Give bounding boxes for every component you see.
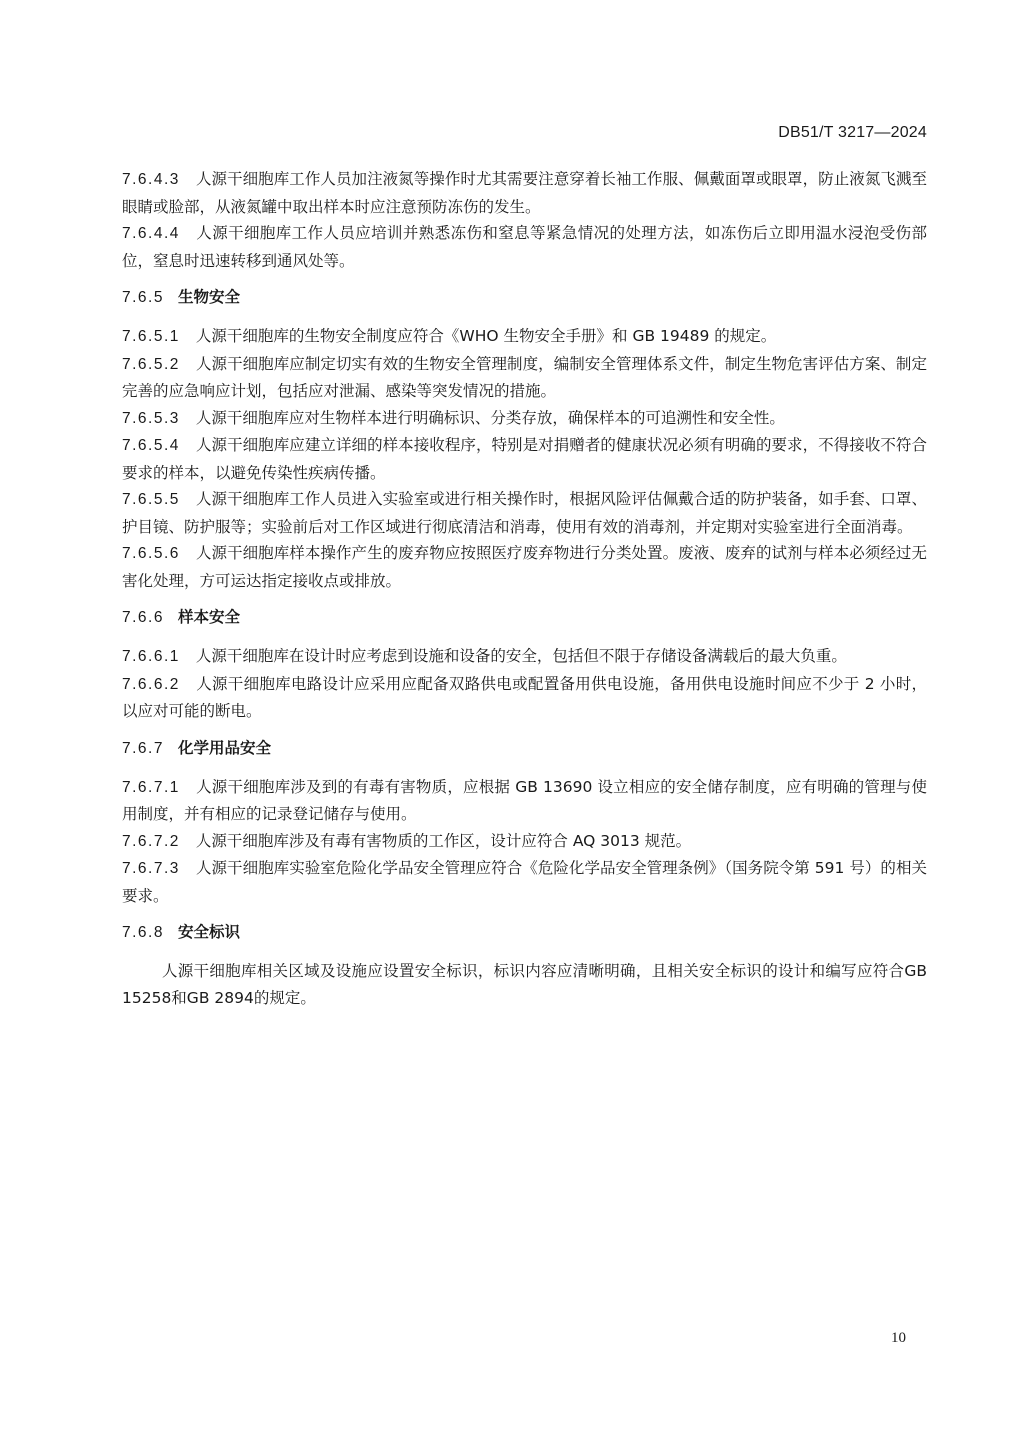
clause-7-6-5-3 xyxy=(122,405,927,433)
clause-7-6-5-1 xyxy=(122,323,927,351)
section-title: 化学用品安全 xyxy=(177,738,271,757)
page-content xyxy=(122,166,927,1011)
clause-text: 人源干细胞库工作人员进入实验室或进行相关操作时，根据风险评估佩戴合适的防护装备，如手套、口罩、护目镜、防护服等；实验前后对工作区域进行彻底清洁和消毒，使用有效的消毒剂，并定期对实验室进行全面消毒。 xyxy=(122,490,927,536)
clause-text: 人源干细胞库在设计时应考虑到设施和设备的安全，包括但不限于存储设备满载后的最大负重。 xyxy=(195,647,847,665)
section-number: 7.6.6 xyxy=(122,609,164,626)
clause-7-6-6-2 xyxy=(122,671,927,725)
clause-7-6-7-2 xyxy=(122,828,927,856)
clause-text: 人源干细胞库的生物安全制度应符合《WHO 生物安全手册》和 GB 19489 的规定。 xyxy=(195,327,777,345)
page-number: 10 xyxy=(891,1330,906,1346)
section-number: 7.6.7 xyxy=(122,739,164,757)
section-title: 生物安全 xyxy=(177,288,240,306)
clause-7-6-4-4 xyxy=(122,220,927,274)
section-number: 7.6.8 xyxy=(122,924,164,941)
clause-text: 人源干细胞库应建立详细的样本接收程序，特别是对捐赠者的健康状况必须有明确的要求，不得接收不符合要求的样本，以避免传染性疾病传播。 xyxy=(122,436,927,482)
clause-7-6-5-2 xyxy=(122,351,927,405)
clause-text: 人源干细胞库样本操作产生的废弃物应按照医疗废弃物进行分类处置。废液、废弃的试剂与样本必须经过无害化处理，方可运达指定接收点或排放。 xyxy=(122,544,927,590)
clause-7-6-6-1 xyxy=(122,643,927,671)
section-number: 7.6.5 xyxy=(122,289,164,306)
clause-number: 7.6.5.6 xyxy=(122,545,180,562)
clause-text: 人源干细胞库应制定切实有效的生物安全管理制度，编制安全管理体系文件，制定生物危害评估方案、制定完善的应急响应计划，包括应对泄漏、感染等突发情况的措施。 xyxy=(122,354,927,400)
clause-7-6-5-4 xyxy=(122,432,927,486)
clause-text: 人源干细胞库实验室危险化学品安全管理应符合《危险化学品安全管理条例》（国务院令第 591 号）的相关要求。 xyxy=(122,859,927,905)
section-heading-7-6-7 xyxy=(122,735,927,762)
clause-number: 7.6.4.4 xyxy=(122,225,180,242)
section-body-7-6-8: 人源干细胞库相关区域及设施应设置安全标识，标识内容应清晰明确，且相关安全标识的设计和编写应符合GB 15258和GB 2894的规定。 xyxy=(122,962,927,1007)
section-title: 样本安全 xyxy=(177,608,240,626)
clause-number: 7.6.6.1 xyxy=(122,648,180,665)
clause-number: 7.6.5.4 xyxy=(122,437,180,454)
clause-7-6-4-3 xyxy=(122,166,927,220)
clause-text: 人源干细胞库应对生物样本进行明确标识、分类存放，确保样本的可追溯性和安全性。 xyxy=(195,408,785,427)
clause-7-6-5-6 xyxy=(122,540,927,594)
clause-number: 7.6.5.5 xyxy=(122,491,180,508)
clause-number: 7.6.5.3 xyxy=(122,409,180,427)
clause-number: 7.6.7.3 xyxy=(122,860,180,877)
clause-text: 人源干细胞库涉及到的有毒有害物质，应根据 GB 13690 设立相应的安全储存制度，应有明确的管理与使用制度，并有相应的记录登记储存与使用。 xyxy=(122,777,927,823)
clause-text: 人源干细胞库工作人员应培训并熟悉冻伤和窒息等紧急情况的处理方法，如冻伤后立即用温水浸泡受伤部位，窒息时迅速转移到通风处等。 xyxy=(122,224,927,270)
clause-number: 7.6.4.3 xyxy=(122,171,180,188)
section-heading-7-6-6 xyxy=(122,604,927,631)
clause-number: 7.6.6.2 xyxy=(122,675,180,693)
clause-number: 7.6.5.1 xyxy=(122,328,180,345)
section-heading-7-6-5 xyxy=(122,284,927,311)
clause-7-6-7-1 xyxy=(122,774,927,828)
section-title: 安全标识 xyxy=(177,923,240,941)
clause-number: 7.6.7.2 xyxy=(122,832,180,850)
clause-text: 人源干细胞库电路设计应采用应配备双路供电或配置备用供电设施，备用供电设施时间应不少于 2 小时，以应对可能的断电。 xyxy=(122,674,927,720)
document-code: DB51/T 3217—2024 xyxy=(778,124,927,141)
clause-7-6-5-5 xyxy=(122,486,927,540)
section-heading-7-6-8 xyxy=(122,919,927,946)
clause-number: 7.6.5.2 xyxy=(122,355,180,373)
clause-7-6-7-3 xyxy=(122,855,927,909)
clause-number: 7.6.7.1 xyxy=(122,778,180,796)
clause-text: 人源干细胞库工作人员加注液氮等操作时尤其需要注意穿着长袖工作服、佩戴面罩或眼罩，防止液氮飞溅至眼睛或脸部，从液氮罐中取出样本时应注意预防冻伤的发生。 xyxy=(122,170,927,216)
clause-text: 人源干细胞库涉及有毒有害物质的工作区，设计应符合 AQ 3013 规范。 xyxy=(195,831,692,850)
